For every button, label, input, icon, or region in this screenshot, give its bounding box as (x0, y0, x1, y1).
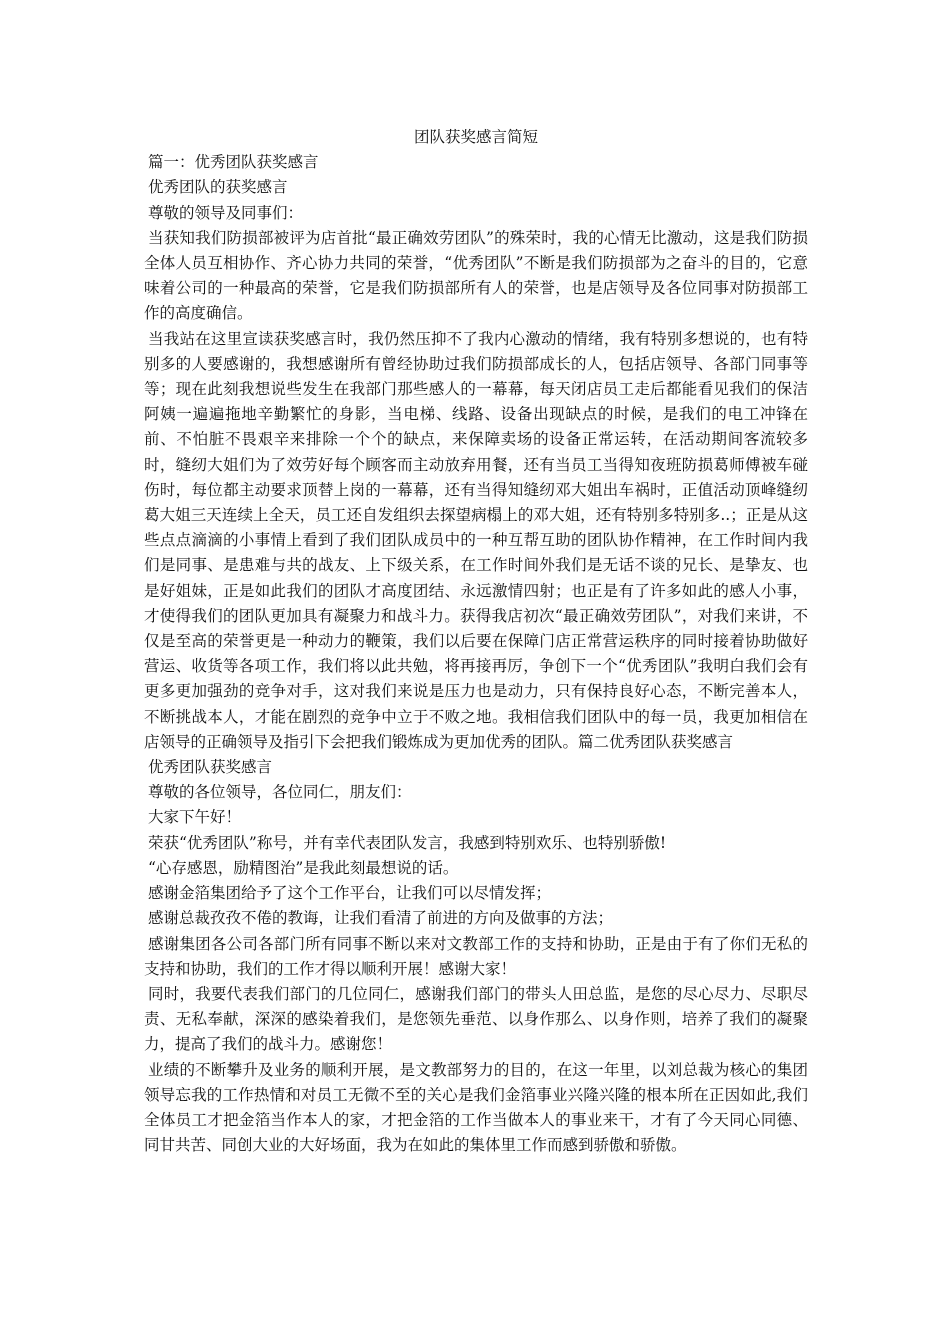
paragraph-11: 感谢金箔集团给予了这个工作平台，让我们可以尽情发挥； (148, 884, 552, 903)
paragraph-7: 尊敬的各位领导，各位同仁，朋友们： (148, 783, 412, 802)
document-title: 团队获奖感言简短 (413, 128, 538, 146)
paragraph-12: 感谢总裁孜孜不倦的教诲，让我们看清了前进的方向及做事的方法； (148, 909, 614, 928)
paragraph-8: 大家下午好！ (148, 808, 242, 827)
paragraph-6: 优秀团队获奖感言 (148, 758, 273, 777)
paragraph-10: “心存感恩，励精图治”是我此刻最想说的话。 (148, 858, 459, 877)
paragraph-2: 优秀团队的获奖感言 (148, 178, 288, 197)
paragraph-15: 业绩的不断攀升及业务的顺利开展，是文教部努力的目的，在这一年里，以刘总裁为核心的集团领导忘我的工作热情和对员工无微不至的关心是我们金箔事业兴隆兴隆的根本所在正因如此,我们全体员工才把金箔当作本人的家，才把金箔的工作当做本人的事业来干，才有了今天同心同德、同甘共苦、同创大业的大好场面，我为在如此的集体里工作而感到骄傲和骄傲。 (144, 1060, 808, 1155)
paragraph-4: 当获知我们防损部被评为店首批“最正确效劳团队”的殊荣时，我的心情无比激动，这是我们防损全体人员互相协作、齐心协力共同的荣誉，“优秀团队”不断是我们防损部为之奋斗的目的，它意味着公司的一种最高的荣誉，它是我们防损部所有人的荣誉，也是店领导及各位同事对防损部工作的高度确信。 (144, 228, 808, 323)
paragraph-13: 感谢集团各公司各部门所有同事不断以来对文教部工作的支持和协助，正是由于有了你们无私的支持和协助，我们的工作才得以顺利开展！感谢大家！ (144, 934, 808, 978)
paragraph-3: 尊敬的领导及同事们： (148, 203, 304, 222)
document-page (144, 125, 808, 1158)
paragraph-14: 同时，我要代表我们部门的几位同仁，感谢我们部门的带头人田总监，是您的尽心尽力、尽职尽责、无私奉献，深深的感染着我们，是您领先垂范、以身作那么、以身作则，培养了我们的凝聚力，提高了我们的战斗力。感谢您！ (144, 984, 808, 1054)
paragraph-5: 当我站在这里宣读获奖感言时，我仍然压抑不了我内心激动的情绪，我有特别多想说的，也有特别多的人要感谢的，我想感谢所有曾经协助过我们防损部成长的人，包括店领导、各部门同事等等；现在此刻我想说些发生在我部门那些感人的一幕幕，每天闭店员工走后都能看见我们的保洁阿姨一遍遍拖地辛勤繁忙的身影，当电梯、线路、设备出现缺点的时候，是我们的电工冲锋在前、不怕脏不畏艰辛来排除一个个的缺点，来保障卖场的设备正常运转，在活动期间客流较多时，缝纫大姐们为了效劳好每个顾客而主动放弃用餐，还有当员工当得知夜班防损葛师傅被车碰伤时，每位都主动要求顶替上岗的一幕幕，还有当得知缝纫邓大姐出车祸时，正值活动顶峰缝纫葛大姐三天连续上全天，员工还自发组织去探望病榻上的邓大姐，还有特别多特别多..；正是从这些点点滴滴的小事情上看到了我们团队成员中的一种互帮互助的团队协作精神，在工作时间内我们是同事、是患难与共的战友、上下级关系，在工作时间外我们是无话不谈的兄长、是挚友、也是好姐妹，正是如此我们的团队才高度团结、永远激情四射；也正是有了许多如此的感人小事，才使得我们的团队更加具有凝聚力和战斗力。获得我店初次“最正确效劳团队”，对我们来讲，不仅是至高的荣誉更是一种动力的鞭策，我们以后要在保障门店正常营运秩序的同时接着协助做好营运、收货等各项工作，我们将以此共勉，将再接再厉，争创下一个“优秀团队”我明白我们会有更多更加强劲的竞争对手，这对我们来说是压力也是动力，只有保持良好心态，不断完善本人，不断挑战本人，才能在剧烈的竞争中立于不败之地。我相信我们团队中的每一员，我更加相信在店领导的正确领导及指引下会把我们锻炼成为更加优秀的团队。篇二优秀团队获奖感言 (144, 329, 808, 751)
paragraph-9: 荣获“优秀团队”称号，并有幸代表团队发言，我感到特别欢乐、也特别骄傲! (148, 833, 667, 852)
paragraph-1: 篇一：优秀团队获奖感言 (148, 153, 319, 172)
